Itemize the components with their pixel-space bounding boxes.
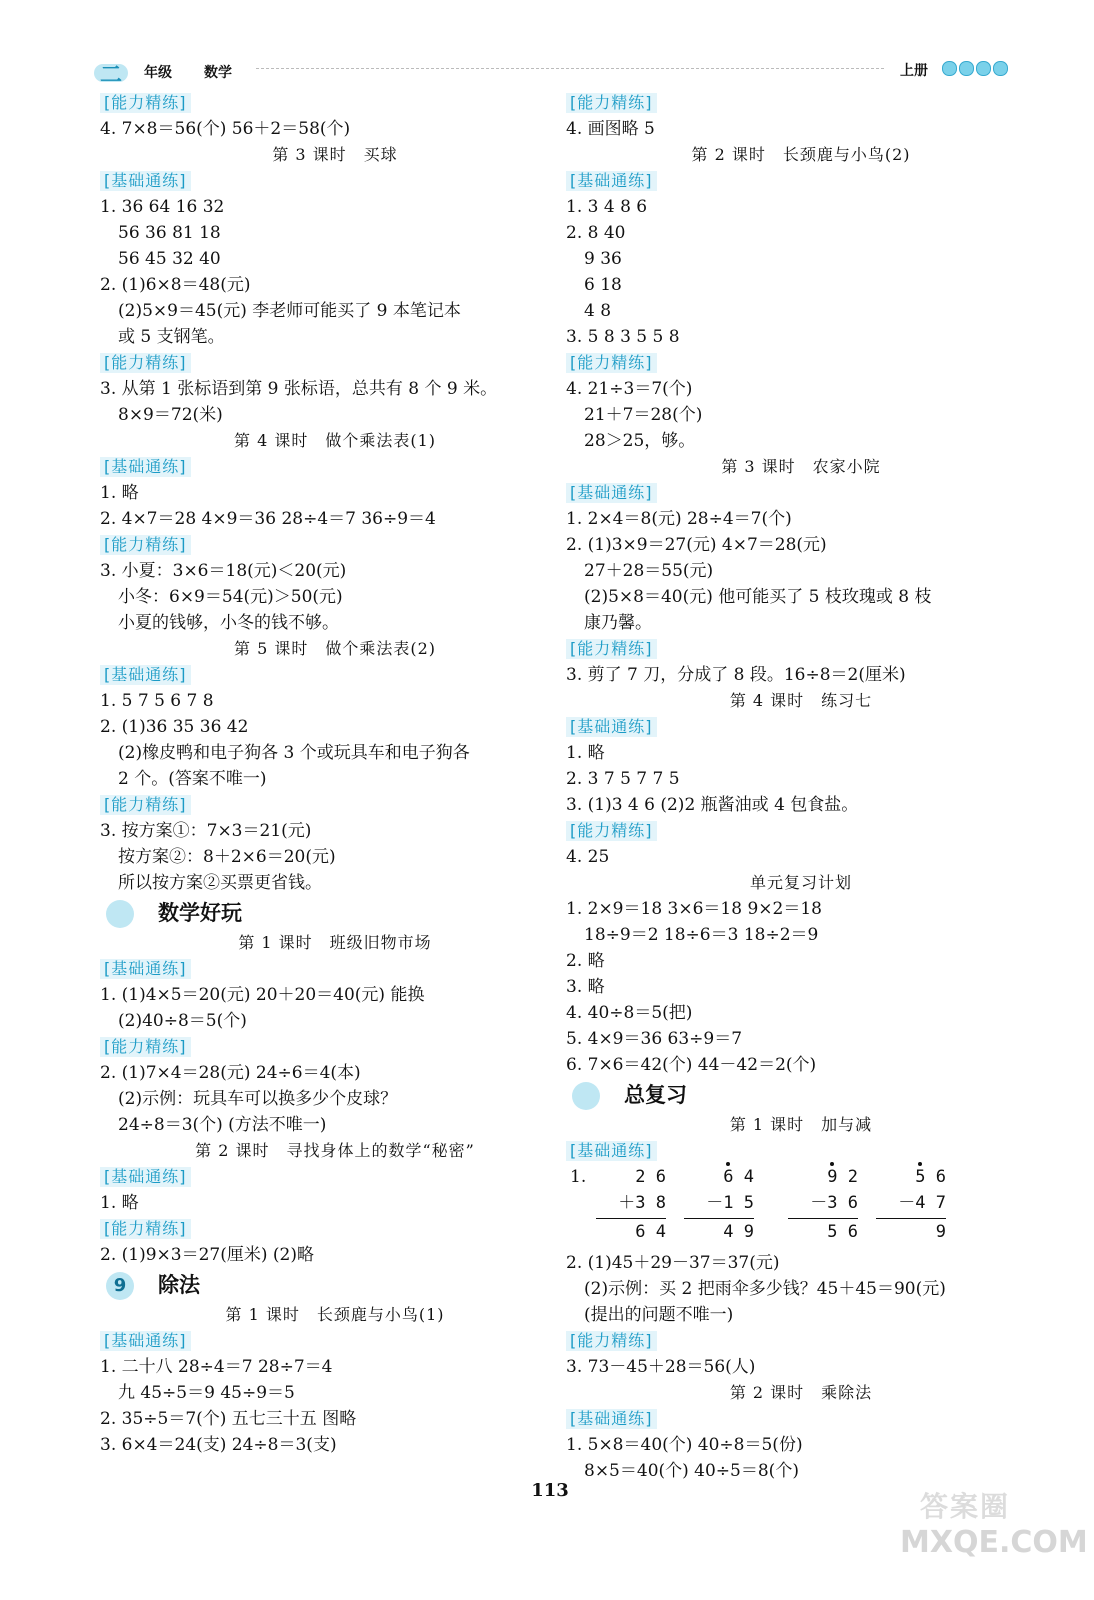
answer-line: (2)示例：玩具车可以换多少个皮球？ bbox=[118, 1089, 398, 1109]
vertical-calculation bbox=[788, 1164, 858, 1245]
section-tag: [ 能力精练 ] bbox=[100, 353, 191, 373]
section-tag-row bbox=[100, 532, 570, 558]
answer-line: 1. 二十八 28÷4＝7 28÷7＝4 bbox=[100, 1357, 333, 1377]
lesson-heading: 单元复习计划 bbox=[749, 873, 852, 892]
calc-operand: 9 2 bbox=[817, 1167, 858, 1187]
answer-line: 4. 40÷8＝5(把) bbox=[566, 1003, 693, 1023]
section-tag: [ 能力精练 ] bbox=[566, 93, 657, 113]
lesson-heading: 第 5 课时 做个乘法表(2) bbox=[233, 639, 437, 658]
answer-line: (2)橡皮鸭和电子狗各 3 个或玩具车和电子狗各 bbox=[118, 743, 470, 763]
answer-line: 2. 3 7 5 7 7 5 bbox=[566, 769, 680, 789]
lesson-heading: 第 4 课时 练习七 bbox=[729, 691, 873, 710]
calc-operand: －1 5 bbox=[706, 1193, 754, 1213]
answer-line: 8×5＝40(个) 40÷5＝8(个) bbox=[584, 1461, 799, 1481]
section-tag-row bbox=[566, 636, 1036, 662]
section-tag-row bbox=[100, 792, 570, 818]
answer-line: 3. 按方案①：7×3＝21(元) bbox=[100, 821, 312, 841]
page-number: 113 bbox=[531, 1480, 569, 1501]
calc-operand: 6 4 bbox=[713, 1167, 754, 1187]
answer-line: 18÷9＝2 18÷6＝3 18÷2＝9 bbox=[584, 925, 819, 945]
borrow-dot-icon bbox=[830, 1162, 834, 1166]
unit-title: 除法 bbox=[158, 1273, 200, 1297]
section-tag-row bbox=[566, 714, 1036, 740]
section-tag-row bbox=[100, 168, 570, 194]
section-tag: [ 能力精练 ] bbox=[100, 795, 191, 815]
vertical-calculations bbox=[566, 1164, 1036, 1250]
answer-line: 3. (1)3 4 6 (2)2 瓶酱油或 4 包食盐。 bbox=[566, 795, 859, 815]
answer-line: 小冬：6×9＝54(元)＞50(元) bbox=[118, 587, 343, 607]
answer-line: 56 36 81 18 bbox=[118, 223, 221, 243]
answer-line: 9 36 bbox=[584, 249, 622, 269]
answer-line: (2)示例：买 2 把雨伞多少钱？45＋45＝90(元) bbox=[584, 1279, 946, 1299]
answer-line: 或 5 支钢笔。 bbox=[118, 327, 225, 347]
section-tag: [ 基础通练 ] bbox=[100, 1167, 191, 1187]
section-tag: [ 基础通练 ] bbox=[566, 717, 657, 737]
answer-line: 4 8 bbox=[584, 301, 612, 321]
section-tag: [ 能力精练 ] bbox=[100, 93, 191, 113]
unit-circle-icon bbox=[572, 1082, 600, 1110]
section-tag-row bbox=[100, 956, 570, 982]
answer-line: 28＞25，够。 bbox=[584, 431, 696, 451]
section-tag-row bbox=[566, 1328, 1036, 1354]
unit-heading bbox=[100, 896, 570, 930]
section-tag: [ 基础通练 ] bbox=[100, 959, 191, 979]
question-number: 1. bbox=[570, 1167, 587, 1187]
unit-heading bbox=[100, 1268, 570, 1302]
answer-line: 1. 3 4 8 6 bbox=[566, 197, 648, 217]
lesson-heading: 第 1 课时 加与减 bbox=[729, 1115, 873, 1134]
answer-line: 27＋28＝55(元) bbox=[584, 561, 714, 581]
calc-result: 6 4 bbox=[625, 1222, 666, 1242]
answer-line: 1. (1)4×5＝20(元) 20＋20＝40(元) 能换 bbox=[100, 985, 425, 1005]
answer-line: 2. (1)9×3＝27(厘米) (2)略 bbox=[100, 1245, 314, 1265]
left-column bbox=[100, 90, 570, 1458]
section-tag-row bbox=[100, 1328, 570, 1354]
answer-line: 4. 7×8＝56(个) 56＋2＝58(个) bbox=[100, 119, 351, 139]
answer-line: 6 18 bbox=[584, 275, 622, 295]
calc-operand: 5 6 bbox=[905, 1167, 946, 1187]
lesson-heading: 第 1 课时 长颈鹿与小鸟(1) bbox=[225, 1305, 445, 1324]
borrow-dot-icon bbox=[726, 1162, 730, 1166]
answer-line: 3. 5 8 3 5 5 8 bbox=[566, 327, 680, 347]
answer-line: 3. 从第 1 张标语到第 9 张标语，总共有 8 个 9 米。 bbox=[100, 379, 498, 399]
section-tag: [ 能力精练 ] bbox=[100, 1219, 191, 1239]
answer-line: 所以按方案②买票更省钱。 bbox=[118, 873, 322, 893]
section-tag-row bbox=[566, 818, 1036, 844]
grade-label: 年级 bbox=[144, 65, 172, 81]
answer-line: 1. 36 64 16 32 bbox=[100, 197, 225, 217]
answer-line: 1. 2×9＝18 3×6＝18 9×2＝18 bbox=[566, 899, 822, 919]
lesson-heading: 第 2 课时 乘除法 bbox=[729, 1383, 873, 1402]
answer-line: 2. (1)6×8＝48(元) bbox=[100, 275, 251, 295]
section-tag-row bbox=[100, 90, 570, 116]
section-tag: [ 能力精练 ] bbox=[100, 535, 191, 555]
section-tag: [ 基础通练 ] bbox=[100, 665, 191, 685]
answer-line: 1. 5×8＝40(个) 40÷8＝5(份) bbox=[566, 1435, 803, 1455]
section-tag: [ 基础通练 ] bbox=[100, 1331, 191, 1351]
answer-line: 2. (1)3×9＝27(元) 4×7＝28(元) bbox=[566, 535, 827, 555]
answer-line: 3. 6×4＝24(支) 24÷8＝3(支) bbox=[100, 1435, 337, 1455]
decorative-dots-icon bbox=[942, 61, 1008, 76]
answer-line: 2. 8 40 bbox=[566, 223, 626, 243]
answer-line: 小夏的钱够，小冬的钱不够。 bbox=[118, 613, 339, 633]
answer-line: (提出的问题不唯一) bbox=[584, 1305, 734, 1325]
unit-title: 数学好玩 bbox=[158, 901, 242, 925]
answer-line: 3. 小夏：3×6＝18(元)＜20(元) bbox=[100, 561, 347, 581]
answer-line: 1. 略 bbox=[566, 743, 605, 763]
calc-operand: －4 7 bbox=[898, 1193, 946, 1213]
calc-result: 5 6 bbox=[817, 1222, 858, 1242]
answer-line: 21＋7＝28(个) bbox=[584, 405, 703, 425]
section-tag-row bbox=[100, 350, 570, 376]
lesson-heading: 第 2 课时 长颈鹿与小鸟(2) bbox=[691, 145, 911, 164]
answer-line: 4. 25 bbox=[566, 847, 610, 867]
lesson-heading: 第 4 课时 做个乘法表(1) bbox=[233, 431, 437, 450]
section-tag: [ 基础通练 ] bbox=[566, 1409, 657, 1429]
answer-line: 康乃馨。 bbox=[584, 613, 652, 633]
answer-line: 2. (1)7×4＝28(元) 24÷6＝4(本) bbox=[100, 1063, 361, 1083]
answer-line: 2. (1)36 35 36 42 bbox=[100, 717, 249, 737]
unit-circle-icon bbox=[106, 900, 134, 928]
answer-line: 8×9＝72(米) bbox=[118, 405, 223, 425]
section-tag: [ 能力精练 ] bbox=[566, 821, 657, 841]
section-tag-row bbox=[100, 454, 570, 480]
section-tag-row bbox=[100, 662, 570, 688]
section-tag: [ 能力精练 ] bbox=[566, 639, 657, 659]
volume-label: 上册 bbox=[900, 63, 928, 79]
answer-line: 2. 35÷5＝7(个) 五七三十五 图略 bbox=[100, 1409, 357, 1429]
answer-line: 2 个。(答案不唯一) bbox=[118, 769, 267, 789]
section-tag: [ 基础通练 ] bbox=[566, 483, 657, 503]
section-tag-row bbox=[100, 1164, 570, 1190]
answer-line: 56 45 32 40 bbox=[118, 249, 221, 269]
borrow-dot-icon bbox=[918, 1162, 922, 1166]
vertical-calculation bbox=[684, 1164, 754, 1245]
answer-line: 九 45÷5＝9 45÷9＝5 bbox=[118, 1383, 295, 1403]
section-tag: [ 能力精练 ] bbox=[100, 1037, 191, 1057]
answer-line: 3. 剪了 7 刀，分成了 8 段。16÷8＝2(厘米) bbox=[566, 665, 906, 685]
section-tag: [ 能力精练 ] bbox=[566, 1331, 657, 1351]
section-tag-row bbox=[566, 480, 1036, 506]
calc-result: 9 bbox=[905, 1222, 946, 1242]
vertical-calculation bbox=[876, 1164, 946, 1245]
section-tag-row bbox=[566, 1406, 1036, 1432]
lesson-heading: 第 1 课时 班级旧物市场 bbox=[238, 933, 432, 952]
answer-line: 2. (1)45＋29－37＝37(元) bbox=[566, 1253, 780, 1273]
answer-line: 1. 略 bbox=[100, 1193, 139, 1213]
section-tag-row bbox=[566, 1138, 1036, 1164]
lesson-heading: 第 2 课时 寻找身体上的数学“秘密” bbox=[195, 1141, 475, 1160]
calc-operand: ＋3 8 bbox=[618, 1193, 666, 1213]
header-divider bbox=[256, 68, 884, 69]
section-tag: [ 基础通练 ] bbox=[566, 1141, 657, 1161]
watermark-url: MXQE.COM bbox=[900, 1525, 1088, 1560]
answer-line: 1. 5 7 5 6 7 8 bbox=[100, 691, 214, 711]
answer-line: 4. 21÷3＝7(个) bbox=[566, 379, 693, 399]
answer-line: 2. 略 bbox=[566, 951, 605, 971]
answer-line: (2)40÷8＝5(个) bbox=[118, 1011, 247, 1031]
watermark-logo: 答案圈 bbox=[920, 1490, 1011, 1523]
lesson-heading: 第 3 课时 买球 bbox=[272, 145, 398, 164]
section-tag-row bbox=[566, 90, 1036, 116]
answer-line: 1. 2×4＝8(元) 28÷4＝7(个) bbox=[566, 509, 792, 529]
section-tag-row bbox=[100, 1216, 570, 1242]
unit-circle-icon: 9 bbox=[106, 1272, 134, 1300]
answer-line: 5. 4×9＝36 63÷9＝7 bbox=[566, 1029, 743, 1049]
page-header bbox=[100, 58, 1004, 86]
answer-line: (2)5×8＝40(元) 他可能买了 5 枝玫瑰或 8 枝 bbox=[584, 587, 932, 607]
answer-line: 24÷8＝3(个) (方法不唯一) bbox=[118, 1115, 327, 1135]
calc-operand: －3 6 bbox=[810, 1193, 858, 1213]
section-tag-row bbox=[100, 1034, 570, 1060]
grade-number: 二 bbox=[100, 58, 122, 89]
vertical-calculation bbox=[596, 1164, 666, 1245]
answer-line: 3. 73－45＋28＝56(人) bbox=[566, 1357, 756, 1377]
answer-line: 2. 4×7＝28 4×9＝36 28÷4＝7 36÷9＝4 bbox=[100, 509, 436, 529]
calc-result: 4 9 bbox=[713, 1222, 754, 1242]
answer-line: 3. 略 bbox=[566, 977, 605, 997]
answer-line: 6. 7×6＝42(个) 44－42＝2(个) bbox=[566, 1055, 817, 1075]
answer-line: (2)5×9＝45(元) 李老师可能买了 9 本笔记本 bbox=[118, 301, 461, 321]
answer-line: 按方案②：8＋2×6＝20(元) bbox=[118, 847, 336, 867]
section-tag: [ 能力精练 ] bbox=[566, 353, 657, 373]
answer-line: 4. 画图略 5 bbox=[566, 119, 655, 139]
section-tag-row bbox=[566, 168, 1036, 194]
unit-title: 总复习 bbox=[624, 1083, 687, 1107]
section-tag: [ 基础通练 ] bbox=[100, 457, 191, 477]
calc-operand: 2 6 bbox=[625, 1167, 666, 1187]
section-tag: [ 基础通练 ] bbox=[566, 171, 657, 191]
answer-line: 1. 略 bbox=[100, 483, 139, 503]
section-tag: [ 基础通练 ] bbox=[100, 171, 191, 191]
unit-heading bbox=[566, 1078, 1036, 1112]
section-tag-row bbox=[566, 350, 1036, 376]
subject-label: 数学 bbox=[204, 65, 232, 81]
right-column bbox=[566, 90, 1036, 1484]
lesson-heading: 第 3 课时 农家小院 bbox=[721, 457, 881, 476]
